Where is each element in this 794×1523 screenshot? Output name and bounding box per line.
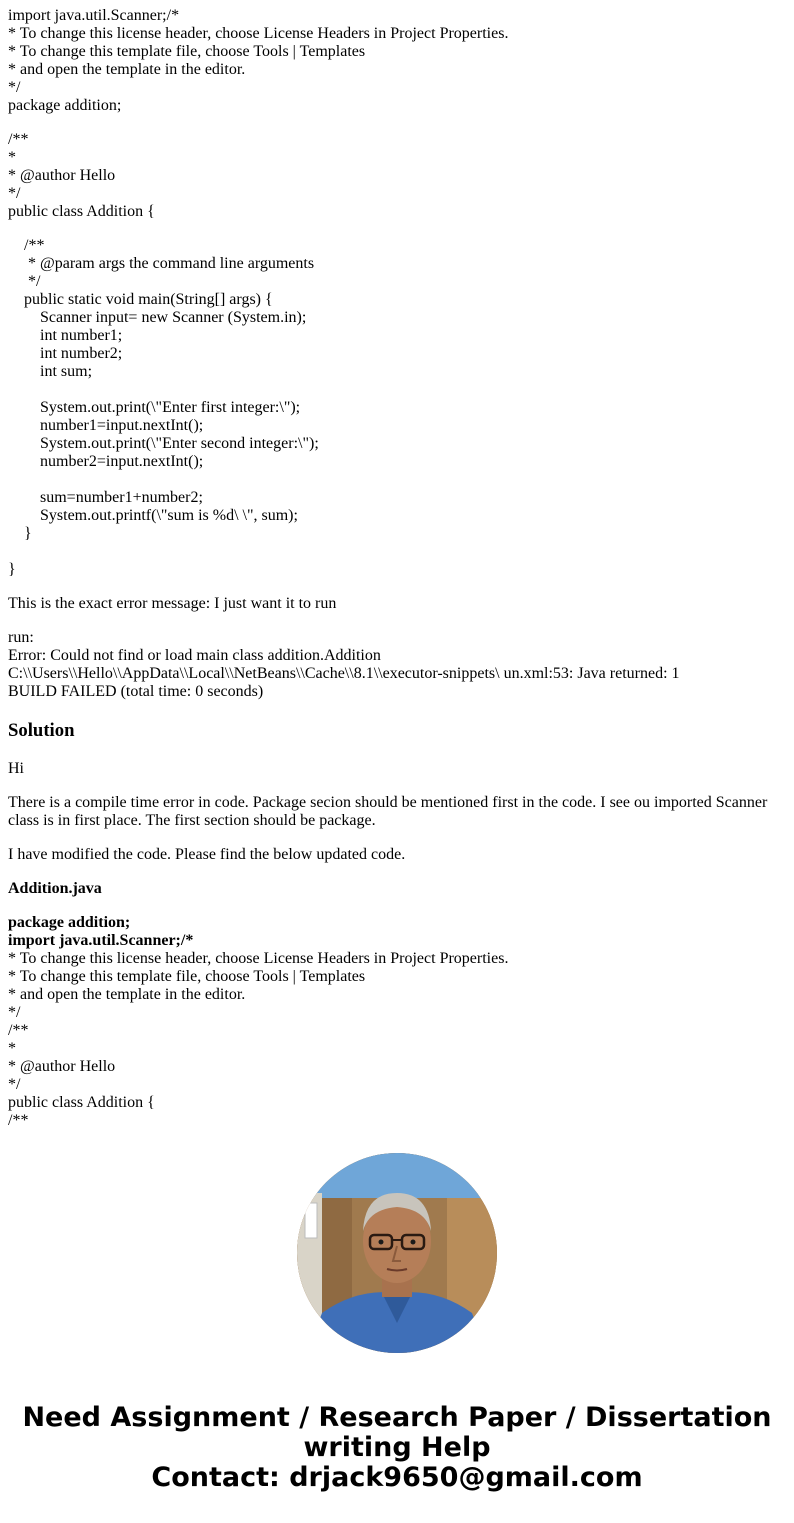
code-line: * @author Hello <box>8 1058 116 1075</box>
code-line: public class Addition { <box>8 203 155 220</box>
code-line: System.out.print(\"Enter second integer:\"); <box>8 435 319 452</box>
code-line: public class Addition { <box>8 1094 155 1111</box>
code-line: } <box>8 561 16 578</box>
code-line: * @param args the command line arguments <box>8 255 315 272</box>
code-line: */ <box>8 273 41 290</box>
code-line: } <box>8 525 32 542</box>
promo-banner <box>0 1403 794 1493</box>
explanation: There is a compile time error in code. Package secion should be mentioned first in the code. I see ou imported Scanner class is in first place. The first section should be package. <box>8 794 768 829</box>
code-line: * and open the template in the editor. <box>8 61 246 78</box>
promo-contact: Contact: drjack9650@gmail.com <box>151 1462 643 1493</box>
promo-line: writing Help <box>303 1432 491 1463</box>
avatar <box>297 1153 497 1353</box>
error-intro: This is the exact error message: I just want it to run <box>8 595 337 612</box>
code-line: number2=input.nextInt(); <box>8 453 204 470</box>
code-line: */ <box>8 1004 21 1021</box>
question-code-block <box>8 7 786 579</box>
code-line: public static void main(String[] args) { <box>8 291 273 308</box>
code-line <box>8 115 786 131</box>
filename: Addition.java <box>8 880 102 897</box>
code-line: * To change this license header, choose License Headers in Project Properties. <box>8 25 509 42</box>
promo-line: Need Assignment / Research Paper / Dissertation <box>22 1402 772 1433</box>
code-line: * @author Hello <box>8 167 116 184</box>
error-section <box>8 595 786 701</box>
code-line: sum=number1+number2; <box>8 489 203 506</box>
code-line: /** <box>8 237 45 254</box>
code-line: */ <box>8 185 21 202</box>
code-line-bold: import java.util.Scanner;/* <box>8 932 194 949</box>
code-line: * <box>8 1040 16 1057</box>
code-line: number1=input.nextInt(); <box>8 417 204 434</box>
code-line: System.out.print(\"Enter first integer:\"); <box>8 399 301 416</box>
code-line-bold: package addition; <box>8 914 131 931</box>
code-line <box>8 471 786 489</box>
answer-code-block <box>8 914 786 1127</box>
code-line <box>8 221 786 237</box>
greeting: Hi <box>8 760 24 777</box>
code-line: * To change this template file, choose Tools | Templates <box>8 43 366 60</box>
code-line: import java.util.Scanner;/* <box>8 7 180 24</box>
error-line: Error: Could not find or load main class addition.Addition <box>8 647 381 664</box>
code-line: int number1; <box>8 327 123 344</box>
code-line: int sum; <box>8 363 93 380</box>
modified-note: I have modified the code. Please find the below updated code. <box>8 846 406 863</box>
code-line <box>8 543 786 561</box>
code-line: int number2; <box>8 345 123 362</box>
code-line: * To change this template file, choose Tools | Templates <box>8 968 366 985</box>
code-line: */ <box>8 1076 21 1093</box>
code-line: */ <box>8 79 21 96</box>
solution-heading: Solution <box>8 720 75 741</box>
error-line: run: <box>8 629 34 646</box>
error-line: C:\\Users\\Hello\\AppData\\Local\\NetBeans\\Cache\\8.1\\executor-snippets\ un.xml:53: Java returned: 1 <box>8 665 680 682</box>
code-line: package addition; <box>8 97 122 114</box>
code-line: * <box>8 149 16 166</box>
code-line: Scanner input= new Scanner (System.in); <box>8 309 307 326</box>
code-line: /** <box>8 1022 29 1039</box>
code-line: * and open the template in the editor. <box>8 986 246 1003</box>
code-line: System.out.printf(\"sum is %d\ \", sum); <box>8 507 298 524</box>
code-line: * To change this license header, choose License Headers in Project Properties. <box>8 950 509 967</box>
code-line <box>8 381 786 399</box>
code-line: /** <box>8 131 29 148</box>
code-line: /** <box>8 1112 29 1127</box>
error-line: BUILD FAILED (total time: 0 seconds) <box>8 683 264 700</box>
